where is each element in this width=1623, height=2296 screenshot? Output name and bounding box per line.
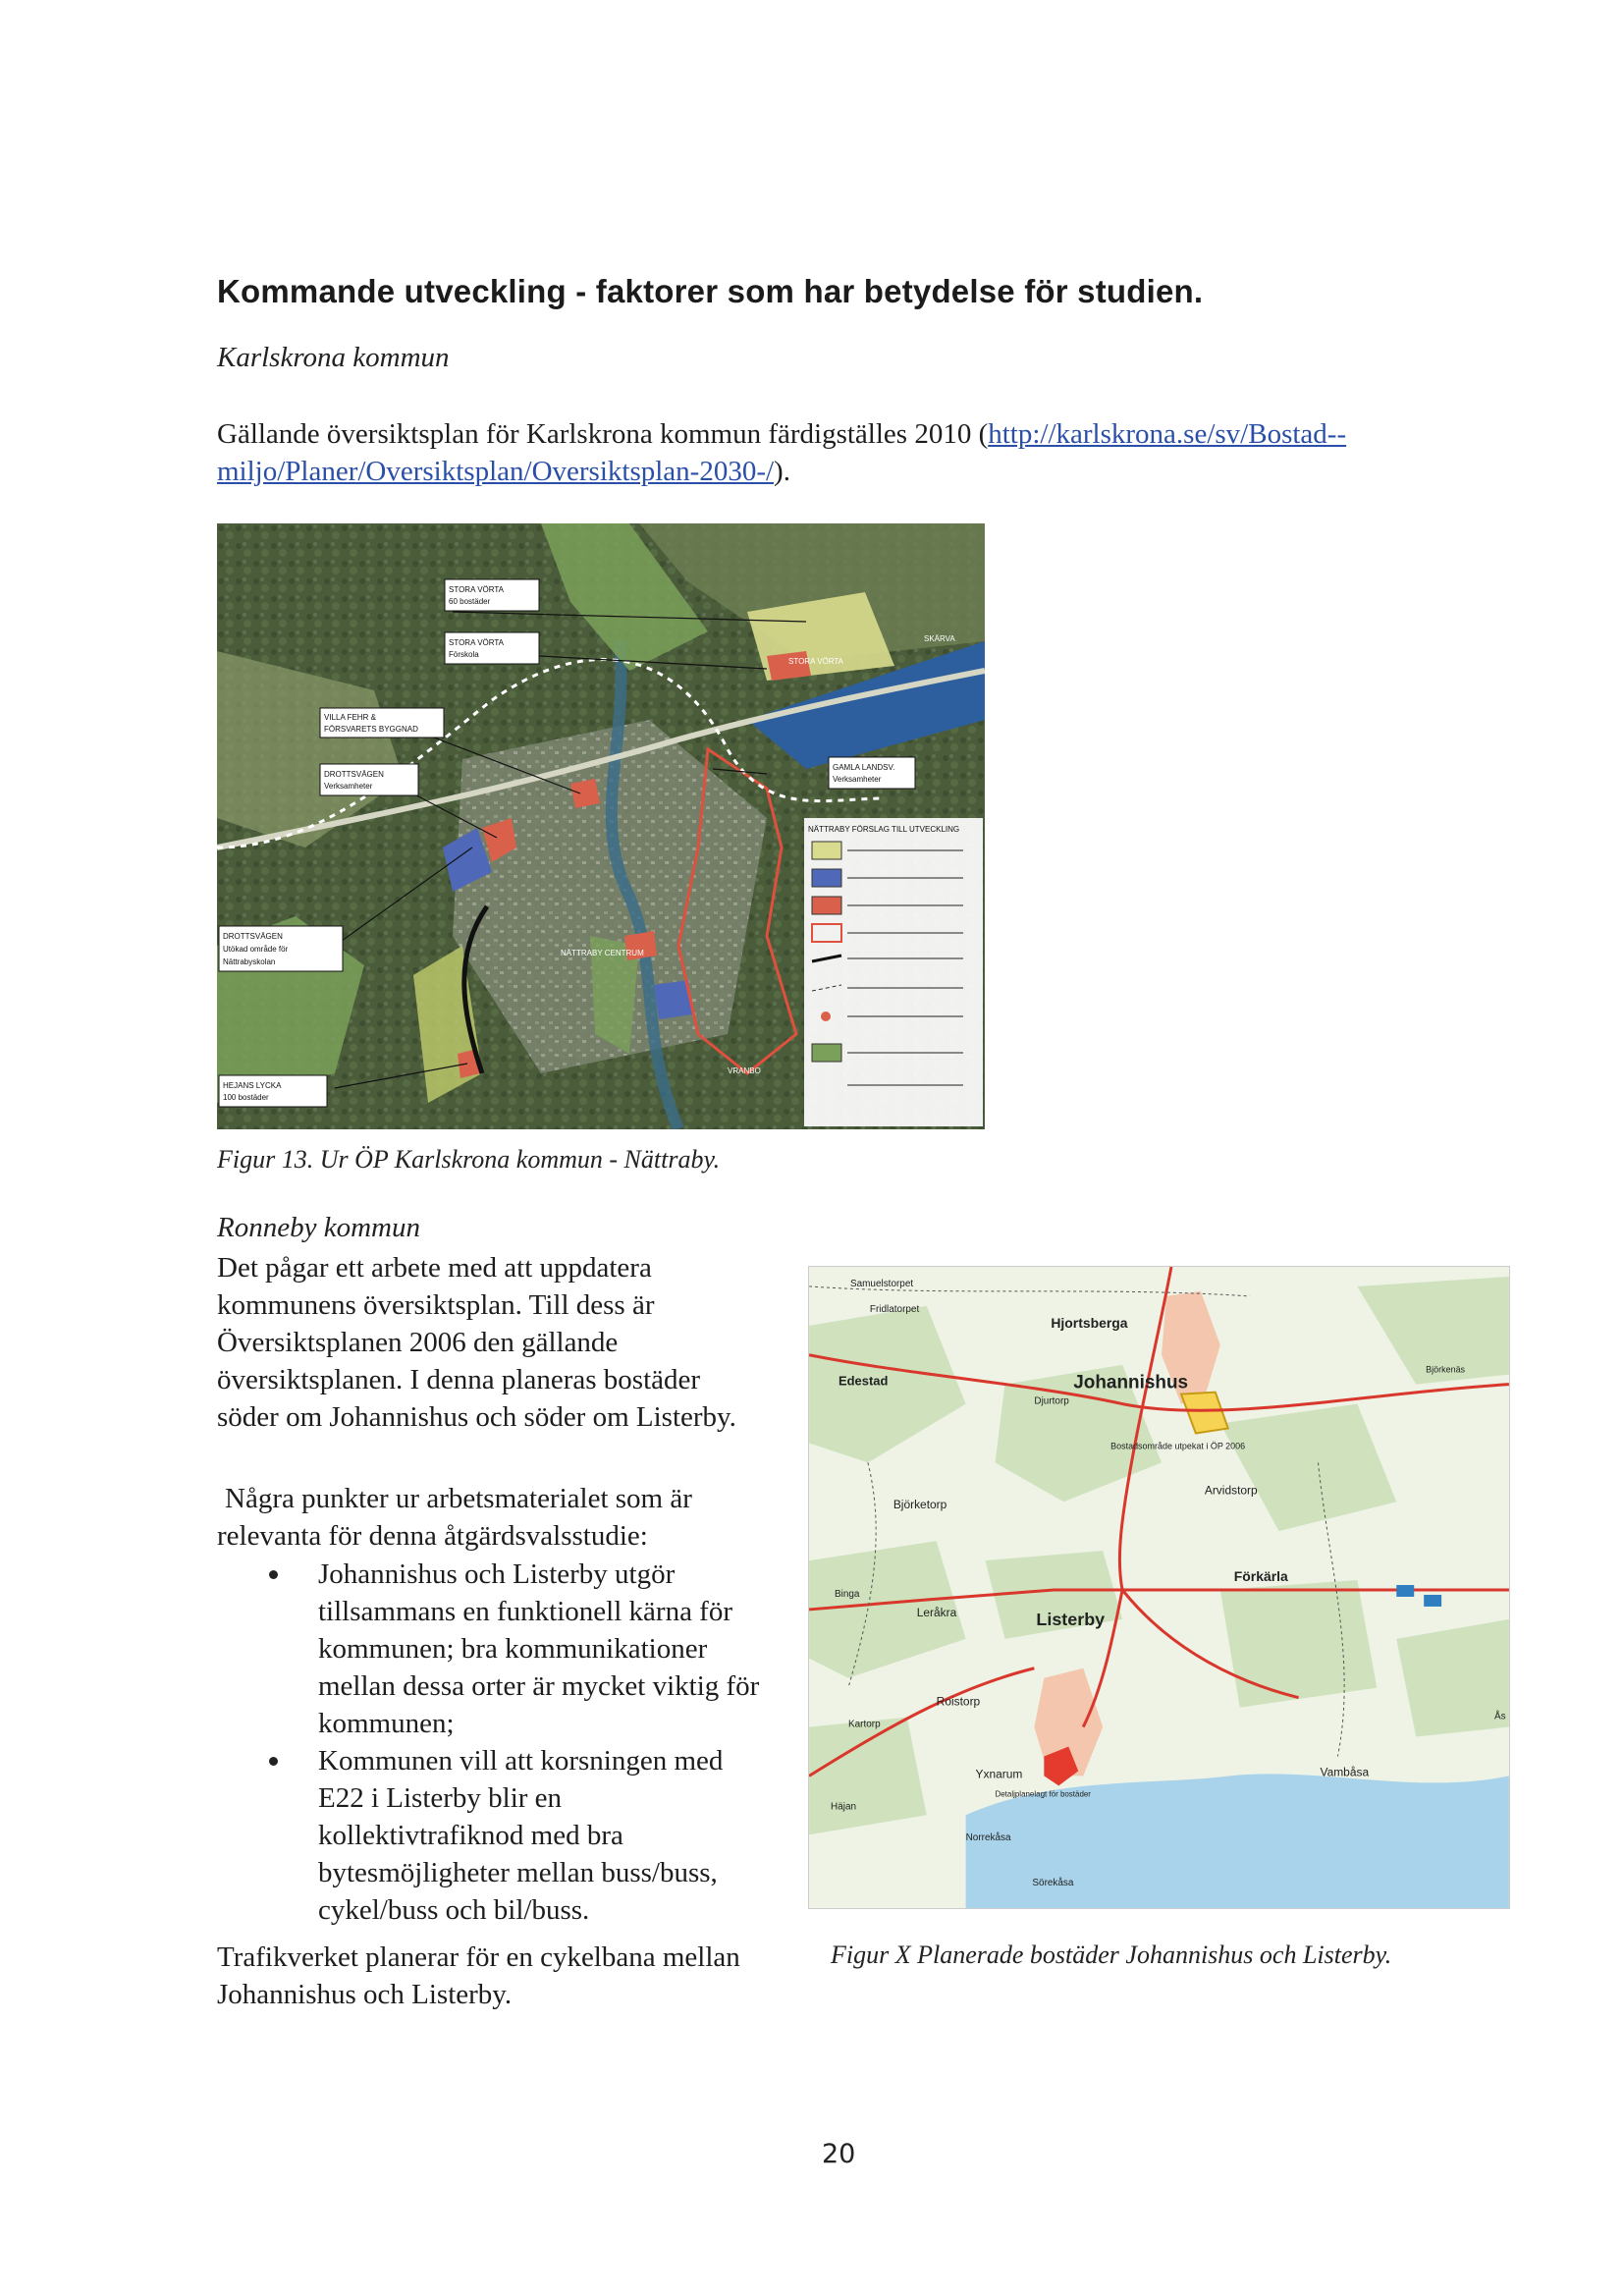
map2-label-edestad: Edestad — [839, 1373, 889, 1389]
ronneby-closing-line: Johannishus och Listerby. — [217, 1979, 513, 2010]
map2-label-kartorp: Kartorp — [847, 1719, 881, 1730]
map2-label-hjortsberga: Hjortsberga — [1051, 1314, 1128, 1331]
ronneby-subheading: Ronneby kommun — [217, 1212, 420, 1243]
link-line-1: http://karlskrona.se/sv/Bostad-- — [988, 418, 1347, 450]
map2-label-fridlatorpet: Fridlatorpet — [869, 1303, 920, 1315]
map2-label-vambasa: Vambåsa — [1320, 1765, 1370, 1779]
karlskrona-paragraph — [217, 415, 1434, 490]
bullet-line: Johannishus och Listerby utgör — [318, 1558, 676, 1590]
link-line-2: miljo/Planer/Oversiktsplan/Oversiktsplan-2030-/ — [217, 456, 775, 487]
map1-label-drottsvagen-1: DROTTSVÄGEN — [324, 770, 384, 779]
map1-label-nattraby-centrum: NÄTTRABY CENTRUM — [561, 949, 644, 957]
map2-label-lerakra: Leråkra — [916, 1605, 957, 1619]
ronneby-intro-line: Några punkter ur arbetsmaterialet som är — [225, 1483, 692, 1514]
map1-label-gamla-landsv-sub: Verksamheter — [833, 775, 882, 784]
karlskrona-subheading: Karlskrona kommun — [217, 342, 450, 373]
ronneby-intro-line: relevanta för denna åtgärdsvalsstudie: — [217, 1520, 648, 1552]
bullet-line: cykel/buss och bil/buss. — [318, 1894, 590, 1926]
ronneby-closing — [217, 1939, 806, 2013]
map2-label-arvidstorp: Arvidstorp — [1204, 1483, 1258, 1498]
map1-label-villa-fehr-2: FÖRSVARETS BYGGNAD — [324, 725, 418, 734]
bullet-dot-icon — [269, 1757, 278, 1766]
bullet-line: bytesmöjligheter mellan buss/buss, — [318, 1857, 718, 1888]
bullet-line: Kommunen vill att korsningen med — [318, 1745, 724, 1777]
map1-label-drottsvagen-2-sub1: Utökad område för — [223, 945, 289, 954]
map2-label-bjorketorp: Björketorp — [893, 1498, 947, 1512]
map1-label-drottsvagen-2-sub2: Nättrabyskolan — [223, 957, 276, 966]
page-number: 20 — [822, 2139, 856, 2169]
ronneby-plan-map — [808, 1266, 1510, 1909]
map2-label-sorekasa: Sörekåsa — [1032, 1878, 1074, 1889]
map1-label-drottsvagen-1-sub: Verksamheter — [324, 782, 373, 791]
ronneby-line: Det pågar ett arbete med att uppdatera — [217, 1252, 652, 1284]
map1-label-stora-vorta-3: STORA VÖRTA — [788, 657, 844, 666]
ronneby-paragraph — [217, 1249, 796, 1436]
map1-label-vranbo: VRANBO — [728, 1066, 761, 1075]
bullet-line: mellan dessa orter är mycket viktig för — [318, 1670, 760, 1702]
map1-label-hejans-lycka-sub: 100 bostäder — [223, 1093, 269, 1102]
karlskrona-plan-map — [217, 523, 985, 1129]
bullet-line: kommunen; — [318, 1708, 455, 1739]
ronneby-line: söder om Johannishus och söder om Listerby. — [217, 1401, 736, 1433]
map1-legend-title: NÄTTRABY FÖRSLAG TILL UTVECKLING — [808, 825, 960, 834]
bullet-item — [265, 1556, 795, 1742]
map1-label-stora-vorta-2: STORA VÖRTA — [449, 638, 505, 647]
ronneby-closing-line: Trafikverket planerar för en cykelbana mellan — [217, 1941, 740, 1973]
bullet-line: kollektivtrafiknod med bra — [318, 1820, 623, 1851]
bullet-line: kommunen; bra kommunikationer — [318, 1633, 708, 1665]
ronneby-intro — [217, 1480, 796, 1555]
ronneby-bullet-list — [265, 1556, 795, 1929]
bullet-line: E22 i Listerby blir en — [318, 1782, 563, 1814]
ronneby-line: Översiktsplanen 2006 den gällande — [217, 1327, 619, 1358]
bullet-dot-icon — [269, 1570, 278, 1579]
map2-label-bjorkenas: Björkenäs — [1426, 1364, 1466, 1375]
map2-label-johannishus: Johannishus — [1073, 1372, 1189, 1394]
figure-x-caption: Figur X Planerade bostäder Johannishus och Listerby. — [831, 1941, 1392, 1969]
karlskrona-paragraph-end: ). — [774, 456, 790, 487]
ronneby-line: översiktsplanen. I denna planeras bostäder — [217, 1364, 701, 1395]
map2-label-roistorp: Roistorp — [936, 1694, 981, 1709]
map2-label-as: Ås — [1493, 1711, 1506, 1722]
map2-label-bostadsomrade: Bostadsområde utpekat i ÖP 2006 — [1110, 1441, 1246, 1451]
map1-label-villa-fehr: VILLA FEHR & — [324, 713, 376, 722]
map1-label-stora-vorta-2-sub: Förskola — [449, 650, 479, 659]
figure-13-caption: Figur 13. Ur ÖP Karlskrona kommun - Nättraby. — [217, 1145, 721, 1174]
map2-label-norrekasa: Norrekåsa — [965, 1832, 1011, 1844]
map1-legend — [804, 818, 983, 1126]
map2-label-samuelstorpet: Samuelstorpet — [849, 1278, 914, 1289]
map1-label-gamla-landsv: GAMLA LANDSV. — [833, 763, 895, 772]
map2-label-djurtorp: Djurtorp — [1034, 1395, 1069, 1407]
map2-label-yxnarum: Yxnarum — [975, 1767, 1023, 1781]
ronneby-line: kommunens översiktsplan. Till dess är — [217, 1289, 655, 1321]
map2-label-binga: Binga — [835, 1588, 860, 1600]
map1-label-stora-vorta-1: STORA VÖRTA — [449, 585, 505, 594]
map2-label-listerby: Listerby — [1036, 1609, 1106, 1629]
map1-label-hejans-lycka: HEJANS LYCKA — [223, 1081, 282, 1090]
map1-label-skarva: SKÄRVA — [924, 634, 955, 643]
map2-label-detaljplan: Detaljplanelagt för bostäder — [995, 1789, 1091, 1799]
bullet-line: tillsammans en funktionell kärna för — [318, 1596, 733, 1627]
map1-label-drottsvagen-2: DROTTSVÄGEN — [223, 932, 283, 941]
map2-label-forkarla: Förkärla — [1233, 1568, 1288, 1585]
map1-label-stora-vorta-1-sub: 60 bostäder — [449, 597, 491, 606]
map2-label-hajan: Häjan — [831, 1801, 857, 1813]
section-heading: Kommande utveckling - faktorer som har betydelse för studien. — [217, 273, 1204, 309]
bullet-item — [265, 1742, 795, 1929]
karlskrona-paragraph-text: Gällande översiktsplan för Karlskrona kommun färdigställes 2010 ( — [217, 418, 989, 450]
